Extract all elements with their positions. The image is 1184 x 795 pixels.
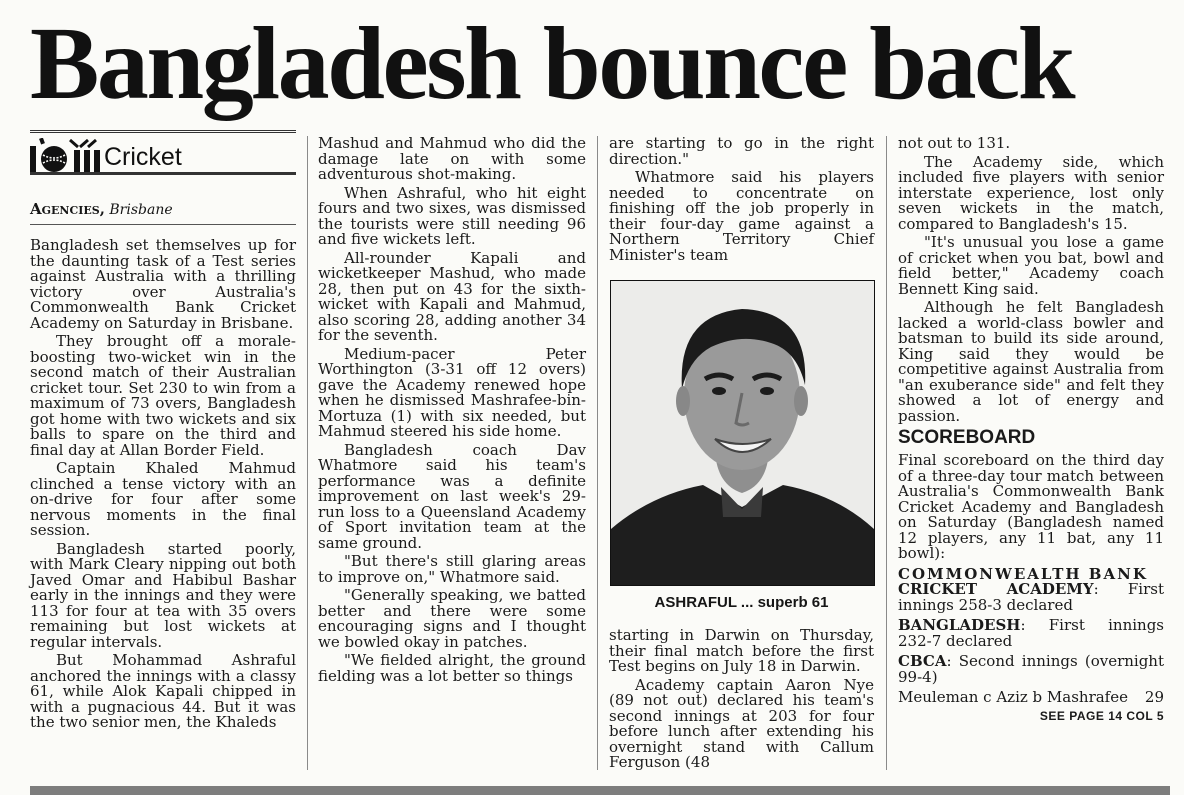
team-name: COMMONWEALTH BANK bbox=[898, 564, 1148, 583]
innings-summary: : Second innings (overnight 99-4) bbox=[898, 652, 1164, 686]
batting-line bbox=[898, 690, 1164, 706]
column-rule bbox=[886, 136, 887, 770]
section-rule-top bbox=[30, 130, 296, 133]
paragraph: Although he felt Bangladesh lacked a world-class bowler and batsman to build its side around, King said they would be competitive against Australia from "an exuberance side" and felt they showed a lot of energy and passion. bbox=[898, 298, 1164, 425]
article-column-3-top bbox=[609, 136, 874, 266]
byline bbox=[30, 200, 296, 219]
paragraph: When Ashraful, who hit eight fours and two sixes, was dismissed the tourists were still needing 96 and five wickets left. bbox=[318, 183, 586, 248]
paragraph: Mashud and Mahmud who did the damage late on with some adventurous shot-making. bbox=[318, 134, 586, 183]
paragraph: Bangladesh coach Dav Whatmore said his team's performance was a definite improvement on last week's 29-run loss to a Queensland Academy of Sport invitation team at the same ground. bbox=[318, 440, 586, 552]
scoreboard-entry bbox=[898, 654, 1164, 685]
paragraph: Whatmore said his players needed to concentrate on finishing off the job properly in their four-day game against a Northern Territory Chief Minister's team bbox=[609, 168, 874, 264]
page-bottom-band bbox=[30, 786, 1170, 795]
article-column-4 bbox=[898, 136, 1164, 724]
team-name: CBCA bbox=[898, 652, 947, 670]
cricket-stumps-ball-icon bbox=[30, 138, 100, 172]
column-rule bbox=[307, 136, 308, 770]
batsman-runs: 29 bbox=[1144, 688, 1164, 706]
batsman-dismissal: Meuleman c Aziz b Mashrafee bbox=[898, 688, 1128, 706]
innings-summary: : First innings 258-3 declared bbox=[898, 580, 1164, 614]
scoreboard-title: SCOREBOARD bbox=[898, 427, 1036, 448]
byline-agency: Agencies, bbox=[30, 200, 105, 218]
scoreboard-entry bbox=[898, 564, 1164, 614]
player-photo bbox=[610, 280, 875, 586]
byline-place: Brisbane bbox=[109, 202, 173, 218]
paragraph: Bangladesh started poorly, with Mark Cleary nipping out both Javed Omar and Habibul Bashar early in the innings and they were 113 for four at tea with 35 overs remaining but lost wickets at regular intervals. bbox=[30, 539, 296, 651]
continued-link[interactable]: SEE PAGE 14 COL 5 bbox=[1039, 708, 1164, 723]
paragraph: Medium-pacer Peter Worthington (3-31 off 12 overs) gave the Academy renewed hope when he dismissed Mashrafee-bin-Mortuza (1) with six needed, but Mahmud steered his side home. bbox=[318, 344, 586, 440]
paragraph: "We fielded alright, the ground fielding was a lot better so things bbox=[318, 651, 586, 685]
article-column-3-bottom bbox=[609, 628, 874, 774]
scoreboard bbox=[898, 427, 1164, 724]
paragraph: not out to 131. bbox=[898, 134, 1011, 152]
section-rule-bottom bbox=[30, 172, 296, 175]
article-column-1 bbox=[30, 238, 296, 734]
paragraph: "It's unusual you lose a game of cricket when you bat, bowl and field better," Academy coach Bennett King said. bbox=[898, 233, 1164, 298]
paragraph: Captain Khaled Mahmud clinched a tense victory with an on-drive for four after some nervous moments in the final session. bbox=[30, 459, 296, 539]
paragraph: "But there's still glaring areas to improve on," Whatmore said. bbox=[318, 552, 586, 586]
photo-caption: ASHRAFUL ... superb 61 bbox=[654, 594, 829, 611]
section-label: Cricket bbox=[104, 143, 182, 171]
headline: Bangladesh bounce back bbox=[30, 6, 1074, 121]
innings-summary: : First innings 232-7 declared bbox=[898, 616, 1164, 650]
paragraph: But Mohammad Ashraful anchored the innings with a classy 61, while Alok Kapali chipped in with a pugnacious 44. But it was the two senior men, the Khaleds bbox=[30, 651, 296, 731]
article-column-2 bbox=[318, 136, 586, 687]
section-tag bbox=[30, 134, 296, 172]
scoreboard-entry bbox=[898, 618, 1164, 649]
paragraph: Bangladesh set themselves up for the daunting task of a Test series against Australia with a thrilling victory over Australia's Commonwealth Bank Cricket Academy on Saturday in Brisbane. bbox=[30, 236, 296, 332]
byline-rule bbox=[30, 224, 296, 225]
paragraph: starting in Darwin on Thursday, their final match before the first Test begins on July 18 in Darwin. bbox=[609, 626, 874, 675]
team-name: BANGLADESH bbox=[898, 616, 1021, 634]
paragraph: Academy captain Aaron Nye (89 not out) declared his team's second innings at 203 for four before lunch after extending his overnight stand with Callum Ferguson (48 bbox=[609, 675, 874, 771]
column-rule bbox=[597, 136, 598, 770]
paragraph: They brought off a morale-boosting two-wicket win in the second match of their Australian cricket tour. Set 230 to win from a maximum of 73 overs, Bangladesh got home with two wickets and six balls to spare on the third and final day at Allan Border Field. bbox=[30, 332, 296, 459]
team-name: CRICKET ACADEMY bbox=[898, 580, 1094, 598]
paragraph: "Generally speaking, we batted better and there were some encouraging signs and I thought we bowled okay in patches. bbox=[318, 586, 586, 651]
paragraph: The Academy side, which included five players with senior interstate experience, lost only seven wickets in the match, compared to Bangladesh's 15. bbox=[898, 152, 1164, 233]
paragraph: All-rounder Kapali and wicketkeeper Mashud, who made 28, then put on 43 for the sixth-wicket with Kapali and Mahmud, also scoring 28, adding another 34 for the seventh. bbox=[318, 248, 586, 344]
scoreboard-intro: Final scoreboard on the third day of a three-day tour match between Australia's Commonwealth Bank Cricket Academy and Bangladesh on Saturday (Bangladesh named 12 players, any 11 bat, any 11 bowl): bbox=[898, 451, 1164, 562]
paragraph: are starting to go in the right direction." bbox=[609, 134, 874, 168]
